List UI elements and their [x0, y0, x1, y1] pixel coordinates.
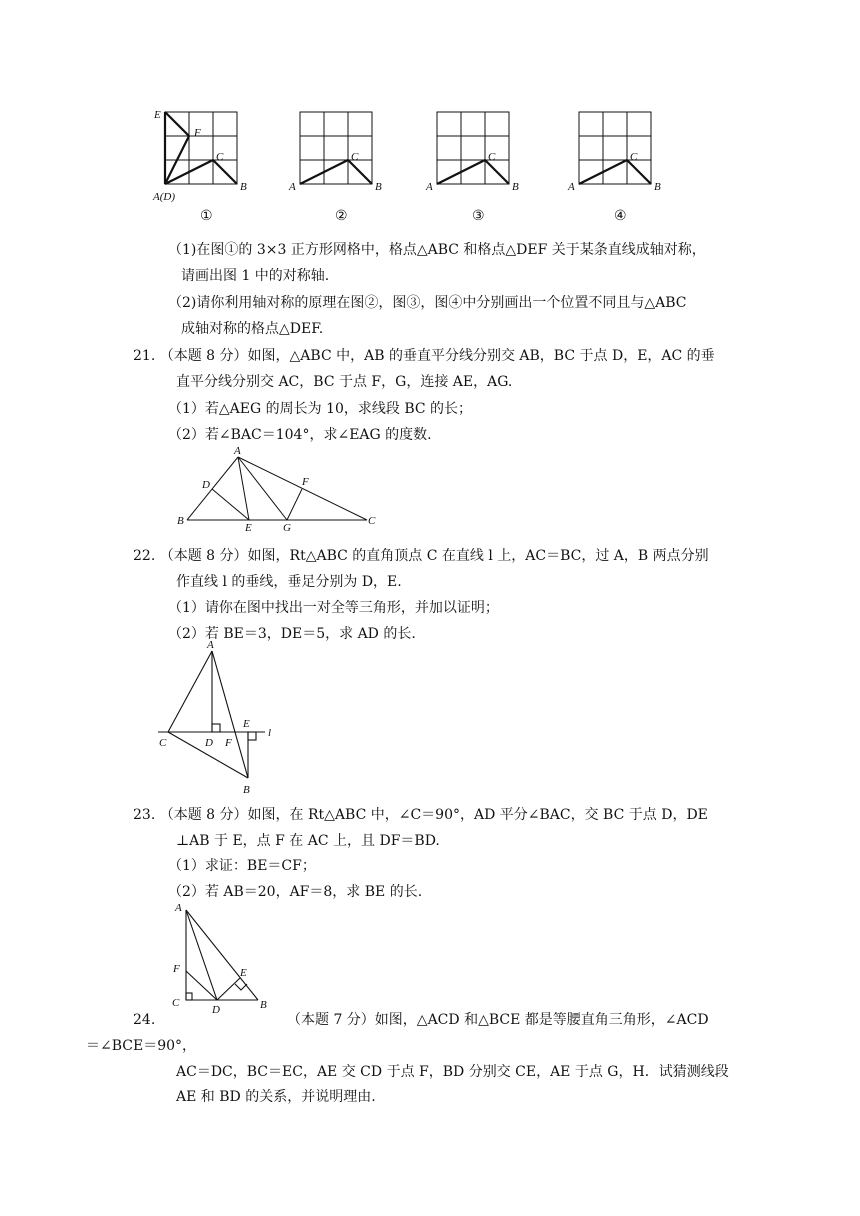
label-C: C [216, 151, 224, 163]
grid-figure-2 [285, 104, 395, 226]
q24-line-2: ＝∠BCE＝90°， [86, 1038, 197, 1054]
label-F: F [173, 963, 180, 975]
label-B: B [177, 515, 184, 527]
label-C: C [159, 737, 167, 749]
label-B: B [654, 181, 661, 193]
label-D: D [202, 479, 210, 491]
q24-line-3: AC＝DC，BC＝EC，AE 交 CD 于点 F，BD 分别交 CE，AE 于点 G，H．试猜测线段 [176, 1064, 729, 1080]
q24-number: 24. [133, 1012, 156, 1028]
label-B: B [512, 181, 519, 193]
q24-line-1: （本题 7 分）如图，△ACD 和△BCE 都是等腰直角三角形，∠ACD [287, 1012, 709, 1028]
q20-line-2: 请画出图 1 中的对称轴. [181, 268, 330, 284]
label-A: A [234, 445, 241, 457]
q20-line-1: （1)在图①的 3×3 正方形网格中，格点△ABC 和格点△DEF 关于某条直线成轴对称， [168, 242, 706, 258]
label-B: B [243, 784, 250, 796]
label-B: B [260, 999, 267, 1011]
q22-line-4: （2）若 BE＝3，DE＝5，求 AD 的长. [168, 626, 416, 642]
q22-line-1: 22. （本题 8 分）如图，Rt△ABC 的直角顶点 C 在直线 l 上，AC＝BC，过 A，B 两点分别 [133, 548, 709, 564]
label-E: E [154, 109, 161, 121]
label-C: C [368, 515, 376, 527]
q21-line-3: （1）若△AEG 的周长为 10，求线段 BC 的长； [168, 401, 473, 417]
label-C: C [172, 997, 180, 1009]
label-A: A [426, 181, 433, 193]
grid-figure-4 [564, 104, 674, 226]
q23-figure [168, 896, 278, 1014]
label-A-D: A(D) [153, 191, 175, 203]
figure-number-1: ① [200, 209, 213, 224]
label-C: C [488, 151, 496, 163]
grid-figure-3 [422, 104, 532, 226]
q22-line-3: （1）请你在图中找出一对全等三角形，并加以证明； [168, 600, 499, 616]
grid-figure-1 [150, 104, 260, 226]
q21-line-4: （2）若∠BAC＝104°，求∠EAG 的度数. [168, 427, 432, 443]
label-A: A [289, 181, 296, 193]
q20-line-4: 成轴对称的格点△DEF. [181, 321, 324, 337]
q23-line-1: 23. （本题 8 分）如图，在 Rt△ABC 中，∠C＝90°，AD 平分∠BAC，交 BC 于点 D，DE [133, 807, 708, 823]
label-A: A [175, 902, 182, 914]
q23-line-2: ⊥AB 于 E，点 F 在 AC 上，且 DF＝BD. [176, 833, 440, 849]
label-D: D [205, 737, 213, 749]
q21-line-1: 21. （本题 8 分）如图，△ABC 中，AB 的垂直平分线分别交 AB，BC 于点 D，E，AC 的垂 [133, 348, 715, 364]
label-F: F [302, 476, 309, 488]
q23-line-3: （1）求证：BE＝CF； [168, 858, 316, 874]
q22-figure [150, 636, 290, 796]
label-F: F [194, 127, 201, 139]
figure-number-3: ③ [472, 209, 485, 224]
label-A: A [568, 181, 575, 193]
label-G: G [283, 522, 291, 533]
q21-line-2: 直平分线分别交 AC，BC 于点 F，G，连接 AE，AG. [176, 374, 513, 390]
label-F: F [225, 737, 232, 749]
label-l: l [268, 727, 272, 739]
label-E: E [243, 718, 250, 730]
label-D: D [212, 1004, 220, 1014]
q20-line-3: （2)请你利用轴对称的原理在图②，图③，图④中分别画出一个位置不同且与△ABC [168, 295, 687, 311]
q22-line-2: 作直线 l 的垂线，垂足分别为 D，E. [176, 574, 402, 590]
figure-number-4: ④ [614, 209, 627, 224]
label-C: C [351, 151, 359, 163]
label-C: C [630, 151, 638, 163]
label-E: E [240, 967, 247, 979]
label-A: A [207, 639, 214, 651]
q21-figure [172, 443, 382, 533]
label-B: B [375, 181, 382, 193]
q24-line-4: AE 和 BD 的关系，并说明理由. [176, 1089, 376, 1105]
q23-line-4: （2）若 AB＝20，AF＝8，求 BE 的长. [168, 884, 423, 900]
label-B: B [240, 181, 247, 193]
label-E: E [245, 522, 252, 533]
figure-number-2: ② [335, 209, 348, 224]
